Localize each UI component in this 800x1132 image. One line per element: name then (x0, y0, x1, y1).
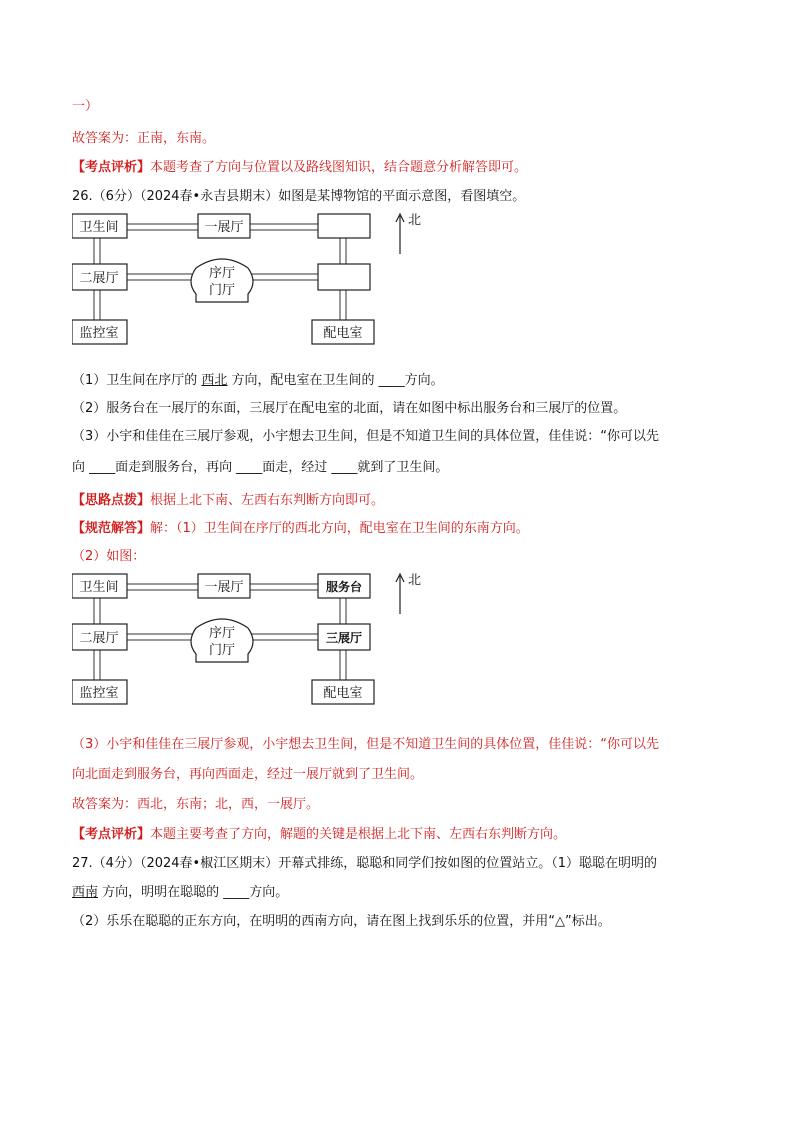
room-monitor-label: 监控室 (79, 686, 119, 701)
room-hall3-label: 三展厅 (325, 631, 363, 645)
text-line-1: 一） (72, 99, 99, 114)
room-lobby-label-1: 序厅 (208, 266, 236, 281)
room-service-label: 服务台 (325, 580, 363, 594)
museum-map-answer (72, 570, 432, 706)
museum-map-question (72, 210, 432, 346)
room-e-empty (318, 264, 370, 290)
room-hall2-label: 二展厅 (79, 271, 119, 286)
question-26-3b: 向 ____面走到服务台，再向 ____面走，经过 ____就到了卫生间。 (72, 460, 449, 475)
room-lobby-label-2: 门厅 (208, 283, 236, 298)
question-27b: 西南 方向，明明在聪聪的 ____方向。 (72, 885, 289, 900)
answer-line-25: 故答案为：正南，东南。 (72, 131, 216, 146)
room-ne-empty (318, 214, 370, 238)
hint-line: 【思路点拨】根据上北下南、左西右东判断方向即可。 (72, 493, 385, 508)
room-lobby-label-1: 序厅 (208, 626, 236, 641)
question-26-1: （1）卫生间在序厅的 西北 方向，配电室在卫生间的 ____方向。 (72, 373, 444, 388)
room-hall1-label: 一展厅 (204, 580, 244, 595)
room-power-label: 配电室 (323, 686, 363, 701)
solution-line: 【规范解答】解：（1）卫生间在序厅的西北方向，配电室在卫生间的东南方向。 (72, 521, 529, 536)
room-wc-label: 卫生间 (79, 580, 119, 595)
north-label: 北 (408, 573, 422, 588)
room-wc-label: 卫生间 (79, 220, 119, 235)
room-hall2-label: 二展厅 (79, 631, 119, 646)
solution-3a-line: （3）小宇和佳佳在三展厅参观，小宇想去卫生间，但是不知道卫生间的具体位置，佳佳说：“你可以先 (72, 737, 660, 752)
question-27-2: （2）乐乐在聪聪的正东方向，在明明的西南方向，请在图上找到乐乐的位置，并用“△”标出。 (72, 914, 611, 929)
eval-line-25: 【考点评析】本题考查了方向与位置以及路线图知识，结合题意分析解答即可。 (72, 160, 528, 175)
question-26: 26.（6分）（2024春•永吉县期末）如图是某博物馆的平面示意图，看图填空。 (72, 189, 526, 204)
room-lobby-label-2: 门厅 (208, 643, 236, 658)
question-27a: 27.（4分）（2024春•椒江区期末）开幕式排练，聪聪和同学们按如图的位置站立。（1）聪聪在明明的 (72, 856, 657, 871)
eval-line-26: 【考点评析】本题主要考查了方向，解题的关键是根据上北下南、左西右东判断方向。 (72, 827, 567, 842)
question-26-3a: （3）小宇和佳佳在三展厅参观，小宇想去卫生间，但是不知道卫生间的具体位置，佳佳说：“你可以先 (72, 429, 660, 444)
room-monitor-label: 监控室 (79, 326, 119, 341)
solution-2-line: （2）如图： (72, 549, 146, 564)
solution-3b-line: 向北面走到服务台，再向西面走，经过一展厅就到了卫生间。 (72, 767, 424, 782)
room-power-label: 配电室 (323, 326, 363, 341)
answer-line-26: 故答案为：西北，东南；北，西，一展厅。 (72, 797, 320, 812)
question-26-2: （2）服务台在一展厅的东面，三展厅在配电室的北面，请在如图中标出服务台和三展厅的位置。 (72, 401, 627, 416)
room-hall1-label: 一展厅 (204, 220, 244, 235)
north-label: 北 (408, 213, 422, 228)
